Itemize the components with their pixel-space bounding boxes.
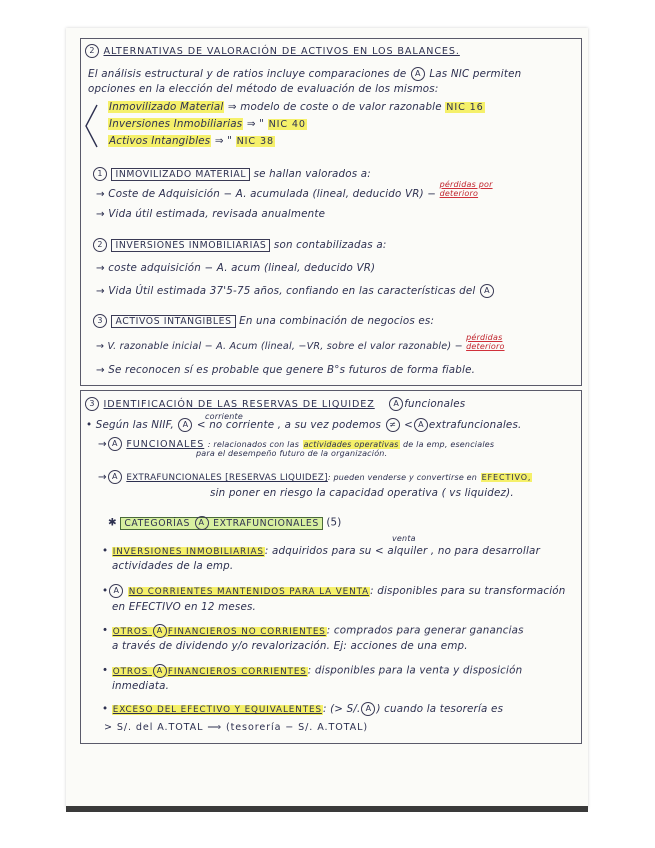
section1-title — [84, 44, 460, 58]
categoria-text-b: ) cuando la tesorería es — [376, 703, 504, 715]
bullet-dot: • — [102, 703, 109, 715]
categoria-text-3: > S/. del A.TOTAL ⟹ (tesorería − S/. A.TOTAL) — [104, 722, 369, 733]
categorias-box — [120, 517, 323, 530]
categoria-item-cont — [112, 560, 233, 573]
subsection-after: se hallan valorados a: — [253, 168, 371, 180]
funcionales-line-2 — [196, 447, 387, 460]
extrafuncionales-text-2: sin poner en riesgo la capacidad operativa ( vs liquidez). — [210, 487, 514, 499]
intro-end: Las NIC permiten — [429, 68, 522, 80]
subsection-box-label: INVERSIONES INMOBILIARIAS — [111, 239, 270, 252]
bullet-text: → Vida Útil estimada 37'5-75 años, confiando en las características del — [96, 285, 476, 297]
funcionales-text: : relacionados con las — [207, 440, 300, 449]
section-number: 3 — [85, 397, 99, 411]
bullet-line — [96, 180, 510, 201]
bullet-line — [96, 333, 510, 353]
categoria-text-3: en EFECTIVO en 12 meses. — [112, 601, 257, 613]
bullet-dot: • — [102, 624, 109, 637]
angle-icon: < — [404, 419, 413, 431]
intro-text: El análisis estructural y de ratios incluye comparaciones de — [88, 68, 407, 80]
categoria-text: : comprados para generar ganancias — [326, 624, 524, 637]
categoria-item-cont — [112, 601, 256, 614]
categoria-highlight-2: FINANCIEROS NO CORRIENTES — [167, 626, 326, 637]
niif-text-b: < no corriente , a su vez podemos — [196, 419, 382, 431]
circle-a: A — [414, 418, 428, 432]
subsection-inmovilizado — [92, 167, 371, 181]
subsection-inversiones — [92, 238, 387, 252]
niif-text-c: extrafuncionales. — [428, 419, 522, 431]
subsection-box-label: ACTIVOS INTANGIBLES — [111, 315, 235, 328]
extrafuncionales-text: : pueden venderse y convertirse en — [327, 473, 478, 482]
title-right: funcionales — [404, 398, 466, 410]
small-note-text: corriente — [205, 412, 243, 421]
intro-line-1 — [88, 67, 521, 81]
circle-a: A — [389, 397, 403, 411]
intro-line-2 — [88, 83, 439, 96]
subsection-after: En una combinación de negocios es: — [239, 315, 435, 327]
funcionales-label: FUNCIONALES — [126, 439, 205, 450]
small-note — [392, 532, 416, 545]
categoria-text: : disponibles para la venta y disposición — [307, 664, 523, 677]
bullet-dot: • — [102, 585, 109, 597]
categoria-item — [102, 584, 566, 599]
circle-a: A — [109, 584, 123, 598]
bullet-text: → Vida útil estimada, revisada anualmente — [96, 208, 326, 220]
bullet-text: → Coste de Adquisición − A. acumulada (lineal, deducido VR) − — [96, 188, 437, 200]
circle-a: A — [108, 470, 122, 484]
categoria-text-2: < alquiler , no para desarrollar — [375, 545, 540, 557]
niif-text: • Según las NIIF, — [86, 419, 174, 431]
asterisk-icon: ✱ — [108, 516, 117, 529]
section1-title-text: ALTERNATIVAS DE VALORACIÓN DE ACTIVOS EN LOS BALANCES. — [103, 46, 460, 57]
bullet-line — [96, 208, 325, 221]
categoria-text: : disponibles para su transformación — [370, 585, 566, 597]
categoria-item — [102, 702, 503, 717]
bullet-dot: • — [102, 664, 109, 677]
subsection-intangibles — [92, 314, 434, 328]
nic-item — [108, 118, 307, 131]
subsection-number: 3 — [93, 314, 107, 328]
nic-item-text: ⇒ modelo de coste o de valor razonable — [227, 101, 442, 113]
bullet-text: → Se reconocen sí es probable que genere B°s futuros de forma fiable. — [96, 364, 476, 376]
circle-a: A — [195, 516, 209, 530]
categoria-highlight: NO CORRIENTES MANTENIDOS PARA LA VENTA — [128, 587, 370, 597]
section2-title-text: IDENTIFICACIÓN DE LAS RESERVAS DE LIQUIDEZ — [103, 399, 375, 410]
page-edge — [66, 806, 588, 812]
bullet-text: → coste adquisición − A. acum (lineal, deducido VR) — [96, 262, 376, 274]
subsection-number: 2 — [93, 238, 107, 252]
arrow-icon: → — [98, 471, 107, 483]
bullet-line — [96, 284, 495, 298]
circle-a: A — [178, 418, 192, 432]
categorias-label-2: EXTRAFUNCIONALES — [213, 517, 319, 529]
efectivo-highlight: EFECTIVO, — [481, 473, 532, 482]
nic-item — [108, 101, 485, 114]
intro-text-2: opciones en la elección del método de evaluación de los mismos: — [88, 83, 439, 95]
extrafuncionales-line-2 — [210, 487, 514, 500]
section-number: 2 — [85, 44, 99, 58]
circle-a: A — [361, 702, 375, 716]
categoria-text-3: inmediata. — [112, 680, 170, 692]
circle-a: A — [153, 624, 167, 638]
categoria-item-cont — [112, 640, 468, 653]
extrafuncionales-label: EXTRAFUNCIONALES [RESERVAS LIQUIDEZ] — [126, 473, 328, 483]
circle-a: A — [108, 437, 122, 451]
nic-item-label: Activos Intangibles — [109, 135, 211, 147]
categoria-highlight: OTROS — [112, 626, 149, 637]
nic-item-text: ⇒ " — [214, 135, 233, 147]
subsection-number: 1 — [93, 167, 107, 181]
subsection-box-label: INMOVILIZADO MATERIAL — [111, 168, 250, 181]
nic-item-label: Inversiones Inmobiliarias — [109, 118, 243, 130]
red-note: pérdidas por deterioro — [439, 180, 493, 198]
circle-a: A — [480, 284, 494, 298]
categoria-text: : (> S/. — [322, 703, 361, 715]
nic-badge: NIC 38 — [236, 136, 274, 147]
categorias-count: (5) — [326, 516, 342, 529]
categoria-highlight: OTROS — [112, 666, 149, 677]
categoria-text-3: a través de dividendo y/o revalorización. Ej: acciones de una emp. — [112, 640, 468, 652]
nic-badge: NIC 40 — [268, 119, 306, 130]
subsection-after: son contabilizadas a: — [273, 239, 387, 251]
categoria-highlight: EXCESO DEL EFECTIVO Y EQUIVALENTES — [112, 705, 322, 715]
bullet-line — [96, 262, 375, 275]
categorias-label: CATEGORÍAS — [124, 517, 190, 529]
nic-item-text: ⇒ " — [246, 118, 265, 130]
circle-a: A — [411, 67, 425, 81]
nic-item — [108, 135, 275, 148]
categoria-item — [102, 624, 524, 639]
red-note: pérdidas deterioro — [466, 333, 505, 351]
niif-line — [86, 418, 521, 432]
categoria-item-cont — [104, 721, 368, 734]
circle-neq-icon: ≠ — [386, 418, 400, 432]
bullet-dot: • — [102, 545, 109, 557]
funcionales-highlight: actividades operativas — [303, 440, 399, 449]
nic-badge: NIC 16 — [446, 102, 484, 113]
categoria-item-cont — [112, 680, 169, 693]
extrafuncionales-line — [98, 470, 532, 485]
funcionales-text-3: para el desempeño futuro de la organización. — [196, 449, 388, 458]
bullet-text: → V. razonable inicial − A. Acum (lineal, −VR, sobre el valor razonable) − — [96, 341, 463, 352]
categoria-highlight-2: FINANCIEROS CORRIENTES — [167, 666, 307, 677]
categoria-text-3: actividades de la emp. — [112, 560, 234, 572]
categoria-item — [102, 664, 522, 679]
funcionales-text-2: de la emp, esenciales — [403, 440, 495, 449]
nic-item-label: Inmovilizado Material — [109, 101, 224, 113]
categoria-text: : adquiridos para su — [264, 545, 372, 557]
left-brace-icon — [84, 104, 98, 148]
categoria-highlight: INVERSIONES INMOBILIARIAS — [112, 547, 264, 557]
arrow-icon: → — [98, 438, 107, 450]
categorias-header — [108, 516, 342, 530]
small-note-text: venta — [392, 534, 416, 543]
circle-a: A — [153, 664, 167, 678]
bullet-line — [96, 364, 475, 377]
section2-title — [84, 397, 465, 411]
categoria-item — [102, 545, 540, 559]
